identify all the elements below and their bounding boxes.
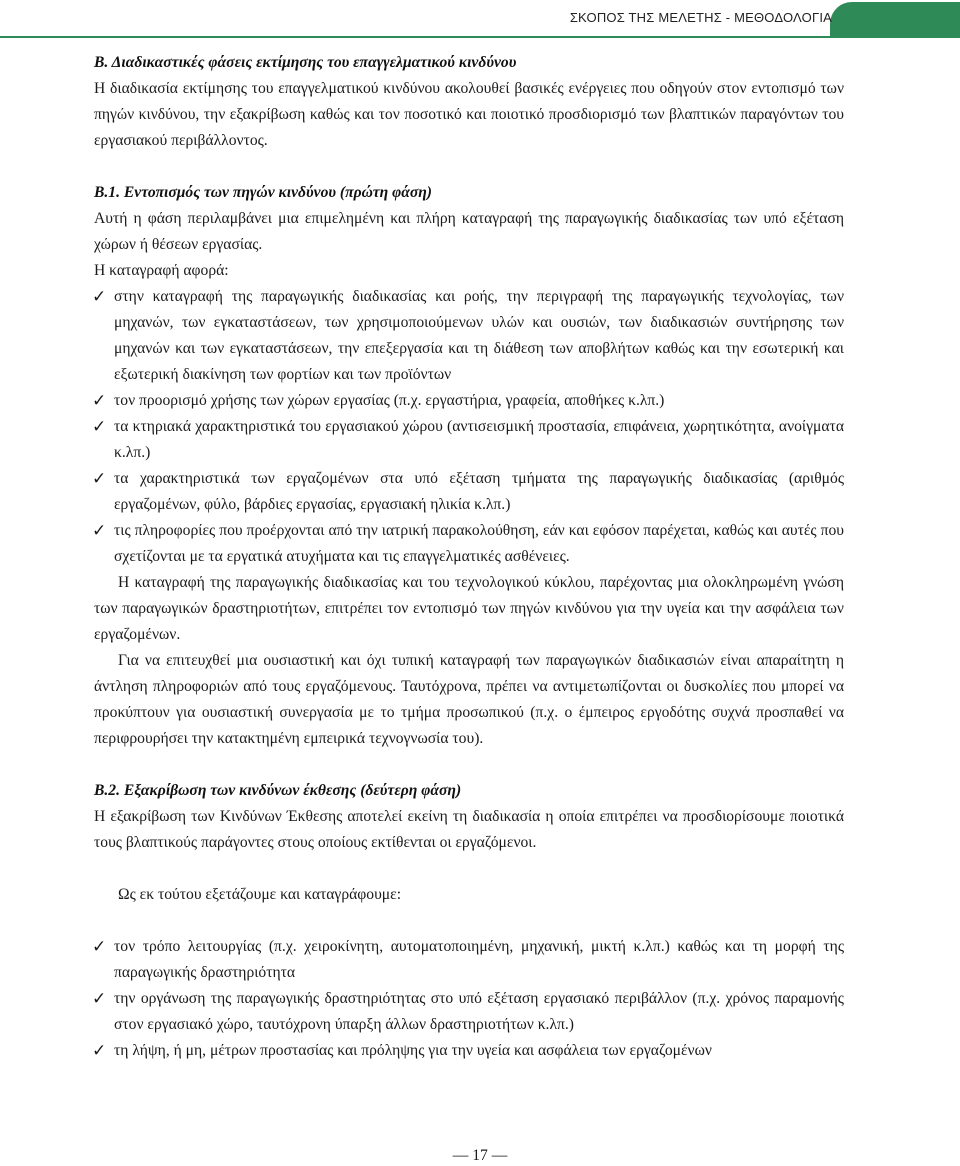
section-b2-list-intro: Ως εκ τούτου εξετάζουμε και καταγράφουμε: — [118, 886, 402, 903]
section-b2-intro: Η εξακρίβωση των Κινδύνων Έκθεσης αποτελεί εκείνη τη διαδικασία η οποία επιτρέπει να προσδιορίσουμε ποιοτικά τους βλαπτικούς παράγοντες στους οποίους εκτίθενται οι εργαζόμενοι. — [94, 808, 844, 851]
list-item-text: τα κτηριακά χαρακτηριστικά του εργασιακού χώρου (αντισεισμική προστασία, επιφάνεια, χωρητικότητα, ανοίγματα κ.λπ.) — [114, 418, 844, 461]
check-icon: ✓ — [92, 417, 107, 437]
header-tab — [830, 2, 960, 38]
section-b2-heading: Β.2. Εξακρίβωση των κινδύνων έκθεσης (δεύτερη φάση) — [94, 782, 462, 799]
section-b2-checklist — [94, 934, 844, 1064]
section-b1-paragraph-2: Για να επιτευχθεί μια ουσιαστική και όχι τυπική καταγραφή των παραγωγικών διαδικασιών είναι απαραίτητη η άντληση πληροφοριών από τους εργαζόμενους. Ταυτόχρονα, πρέπει να αντιμετωπίζονται οι δυσκολίες που μπορεί να προκύπτουν για ουσιαστική συνεργασία με το τμήμα προσωπικού (π.χ. ο έμπειρος εργοδότης συχνά προσπαθεί να περιφρουρήσει την κατακτημένη εμπειρικά τεχνογνωσία του). — [94, 652, 844, 747]
list-item — [94, 466, 844, 518]
section-b1-list-intro: Η καταγραφή αφορά: — [94, 262, 229, 279]
check-icon: ✓ — [92, 989, 107, 1009]
list-item-text: τη λήψη, ή μη, μέτρων προστασίας και πρόληψης για την υγεία και ασφάλεια των εργαζομένων — [114, 1042, 712, 1059]
list-item — [94, 388, 844, 414]
list-item — [94, 284, 844, 388]
list-item — [94, 986, 844, 1038]
check-icon: ✓ — [92, 937, 107, 957]
list-item-text: τις πληροφορίες που προέρχονται από την ιατρική παρακολούθηση, εάν και εφόσον παρέχεται, καθώς και αυτές που σχετίζονται με τα εργατικά ατυχήματα και τις επαγγελματικές ασθένειες. — [114, 522, 844, 565]
check-icon: ✓ — [92, 391, 107, 411]
list-item — [94, 934, 844, 986]
section-b-intro: Η διαδικασία εκτίμησης του επαγγελματικού κινδύνου ακολουθεί βασικές ενέργειες που οδηγούν στον εντοπισμό των πηγών κινδύνου, την εξακρίβωση καθώς και τον ποσοτικό και ποιοτικό προσδιορισμό των βλαπτικών παραγόντων του εργασιακού περιβάλλοντος. — [94, 80, 844, 149]
list-item — [94, 1038, 844, 1064]
section-b1-paragraph-1: Η καταγραφή της παραγωγικής διαδικασίας και του τεχνολογικού κύκλου, παρέχοντας μια ολοκληρωμένη γνώση των παραγωγικών δραστηριοτήτων, επιτρέπει τον εντοπισμό των πηγών κινδύνου για την υγεία και την ασφάλεια των εργαζομένων. — [94, 574, 844, 643]
list-item-text: τα χαρακτηριστικά των εργαζομένων στα υπό εξέταση τμήματα της παραγωγικής διαδικασίας (αριθμός εργαζομένων, φύλο, βάρδιες εργασίας, εργασιακή ηλικία κ.λπ.) — [114, 470, 844, 513]
check-icon: ✓ — [92, 287, 107, 307]
running-header: ΣΚΟΠΟΣ ΤΗΣ ΜΕΛΕΤΗΣ - ΜΕΘΟΔΟΛΟΓΙΑ — [569, 10, 832, 25]
check-icon: ✓ — [92, 521, 107, 541]
list-item — [94, 518, 844, 570]
list-item-text: στην καταγραφή της παραγωγικής διαδικασίας και ροής, την περιγραφή της παραγωγικής τεχνολογίας, των μηχανών, των εγκαταστάσεων, των χρησιμοποιούμενων υλών και ουσιών, των διαδικασιών συντήρησης των μηχανών και των εγκαταστάσεων, την επεξεργασία και τη διάθεση των αποβλήτων καθώς και την εσωτερική και εξωτερική διακίνηση των φορτίων και των προϊόντων — [114, 288, 844, 383]
list-item-text: την οργάνωση της παραγωγικής δραστηριότητας στο υπό εξέταση εργασιακό περιβάλλον (π.χ. χρόνος παραμονής στον εργασιακό χώρο, ταυτόχρονη ύπαρξη άλλων δραστηριοτήτων κ.λπ.) — [114, 990, 844, 1033]
list-item — [94, 414, 844, 466]
list-item-text: τον προορισμό χρήσης των χώρων εργασίας (π.χ. εργαστήρια, γραφεία, αποθήκες κ.λπ.) — [114, 392, 665, 409]
page-content — [94, 50, 844, 1064]
header-rule — [0, 36, 960, 38]
check-icon: ✓ — [92, 1041, 107, 1061]
section-b1-heading: Β.1. Εντοπισμός των πηγών κινδύνου (πρώτη φάση) — [94, 184, 432, 201]
page-number: — 17 — — [452, 1147, 508, 1164]
section-b1-checklist — [94, 284, 844, 570]
list-item-text: τον τρόπο λειτουργίας (π.χ. χειροκίνητη, αυτοματοποιημένη, μηχανική, μικτή κ.λπ.) καθώς και τη μορφή της παραγωγικής δραστηριότητα — [114, 938, 844, 981]
section-b-heading: Β. Διαδικαστικές φάσεις εκτίμησης του επαγγελματικού κινδύνου — [94, 54, 517, 71]
section-b1-intro: Αυτή η φάση περιλαμβάνει μια επιμελημένη και πλήρη καταγραφή της παραγωγικής διαδικασίας των υπό εξέταση χώρων ή θέσεων εργασίας. — [94, 210, 844, 253]
check-icon: ✓ — [92, 469, 107, 489]
